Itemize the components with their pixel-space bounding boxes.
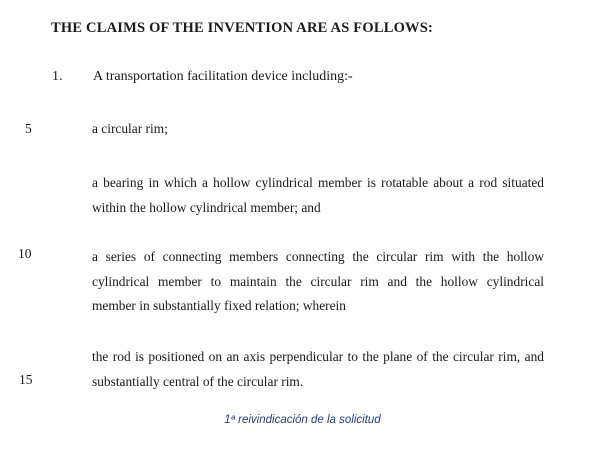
claim-line: a bearing in which a hollow cylindrical member is rotatable about a rod situated — [92, 175, 544, 190]
line-number-15: 15 — [19, 372, 33, 387]
claim-line: a series of connecting members connecting the circular rim with the hollow — [92, 249, 544, 264]
line-number-10: 10 — [18, 246, 32, 261]
claim-line: a circular rim; — [92, 121, 168, 136]
claim-number: 1. — [52, 69, 63, 84]
claim-element-bearing — [92, 171, 544, 220]
caption-text: 1ª reivindicación de la solicitud — [224, 414, 381, 426]
claim-line: the rod is positioned on an axis perpendicular to the plane of the circular rim, and — [92, 349, 544, 364]
claim-intro: A transportation facilitation device including:- — [93, 69, 353, 84]
claim-element-rim — [92, 117, 544, 142]
figure-caption — [0, 414, 589, 426]
claim-element-connecting-members — [92, 245, 544, 319]
claim-line: cylindrical member to maintain the circular rim and the hollow cylindrical — [92, 273, 544, 289]
line-number-5: 5 — [25, 121, 32, 136]
claim-line: member in substantially fixed relation; wherein — [92, 298, 346, 313]
claim-element-rod-position — [92, 345, 544, 394]
claims-heading: THE CLAIMS OF THE INVENTION ARE AS FOLLOWS: — [51, 20, 434, 36]
claim-line: substantially central of the circular rim. — [92, 373, 304, 389]
claim-line: within the hollow cylindrical member; and — [92, 199, 321, 215]
